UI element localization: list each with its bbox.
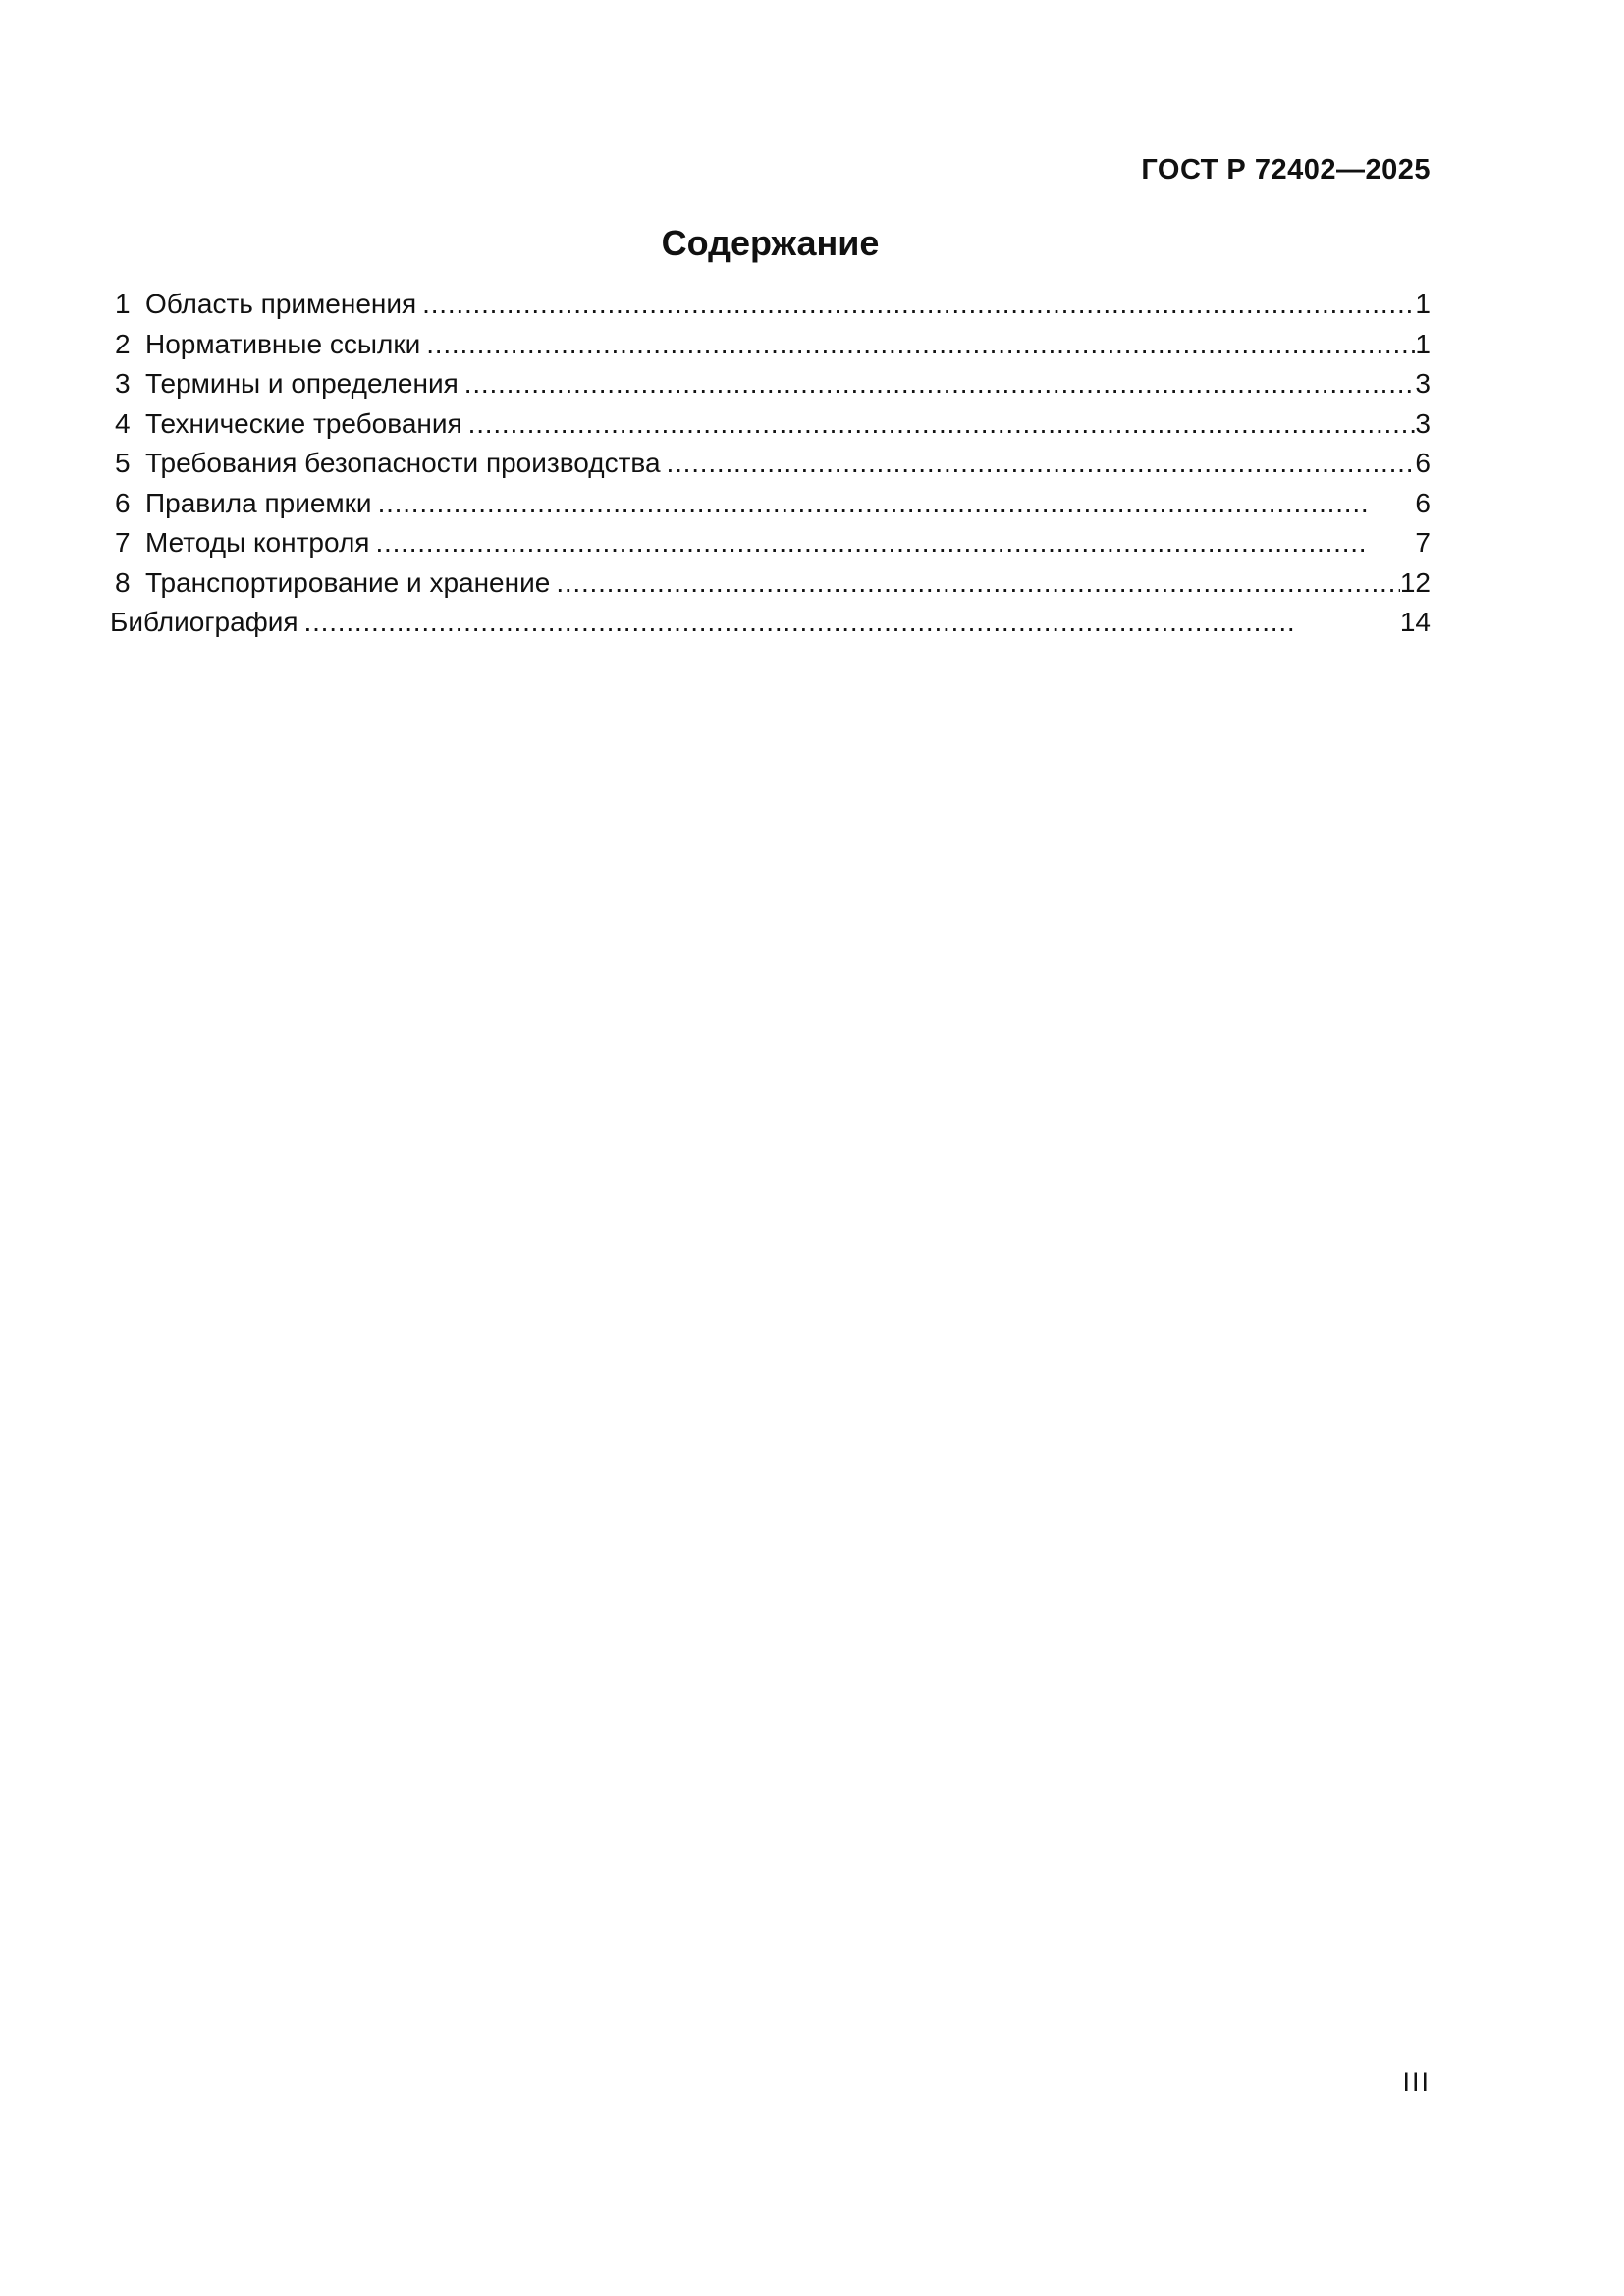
- toc-row: [110, 603, 1431, 643]
- dot-leader: [422, 285, 1415, 325]
- toc-item-number: 5: [115, 448, 131, 478]
- toc-item-label: Транспортирование и хранение: [145, 566, 551, 598]
- dot-leader: [667, 444, 1416, 484]
- toc-item-page: 6: [1415, 487, 1431, 518]
- dot-leader: [375, 523, 1415, 563]
- toc-row: [110, 325, 1431, 365]
- toc-item-label: Методы контроля: [145, 527, 370, 558]
- toc-item-number: 6: [115, 487, 131, 518]
- toc-item-page: 14: [1399, 607, 1431, 637]
- toc-item-page: 6: [1415, 448, 1431, 478]
- dot-leader: [304, 603, 1400, 643]
- toc-item-number: 8: [115, 566, 131, 598]
- toc-row: [110, 404, 1431, 445]
- toc-item-label: Требования безопасности производства: [145, 448, 661, 478]
- toc-item-page: 1: [1415, 289, 1431, 319]
- document-designation: ГОСТ Р 72402—2025: [1141, 154, 1431, 186]
- toc-row: [110, 484, 1431, 524]
- page-title: Содержание: [661, 223, 880, 263]
- toc-item-label: Область применения: [145, 289, 417, 319]
- toc-item-label: Нормативные ссылки: [145, 328, 421, 359]
- toc-row: [110, 523, 1431, 563]
- dot-leader: [464, 364, 1416, 404]
- toc-item-page: 3: [1415, 407, 1431, 439]
- toc-row: [110, 444, 1431, 484]
- toc-item-label: Технические требования: [145, 407, 462, 439]
- toc-item-page: 1: [1415, 328, 1431, 359]
- toc-item-number: 3: [115, 368, 131, 399]
- toc-row: [110, 364, 1431, 404]
- dot-leader: [426, 325, 1415, 365]
- table-of-contents: [110, 285, 1431, 643]
- toc-row: [110, 285, 1431, 325]
- dot-leader: [556, 563, 1400, 604]
- toc-item-number: 1: [115, 289, 131, 319]
- toc-item-number: 2: [115, 328, 131, 359]
- toc-row: [110, 563, 1431, 604]
- toc-item-label: Термины и определения: [145, 368, 459, 399]
- toc-item-page: 7: [1415, 527, 1431, 558]
- toc-item-label: Правила приемки: [145, 487, 372, 518]
- toc-item-page: 3: [1415, 368, 1431, 399]
- toc-item-label: Библиография: [110, 607, 298, 637]
- page-number: III: [1402, 2067, 1431, 2097]
- dot-leader: [378, 484, 1416, 524]
- toc-item-number: 7: [115, 527, 131, 558]
- toc-item-number: 4: [115, 407, 131, 439]
- dot-leader: [468, 404, 1416, 445]
- toc-item-page: 12: [1399, 566, 1431, 598]
